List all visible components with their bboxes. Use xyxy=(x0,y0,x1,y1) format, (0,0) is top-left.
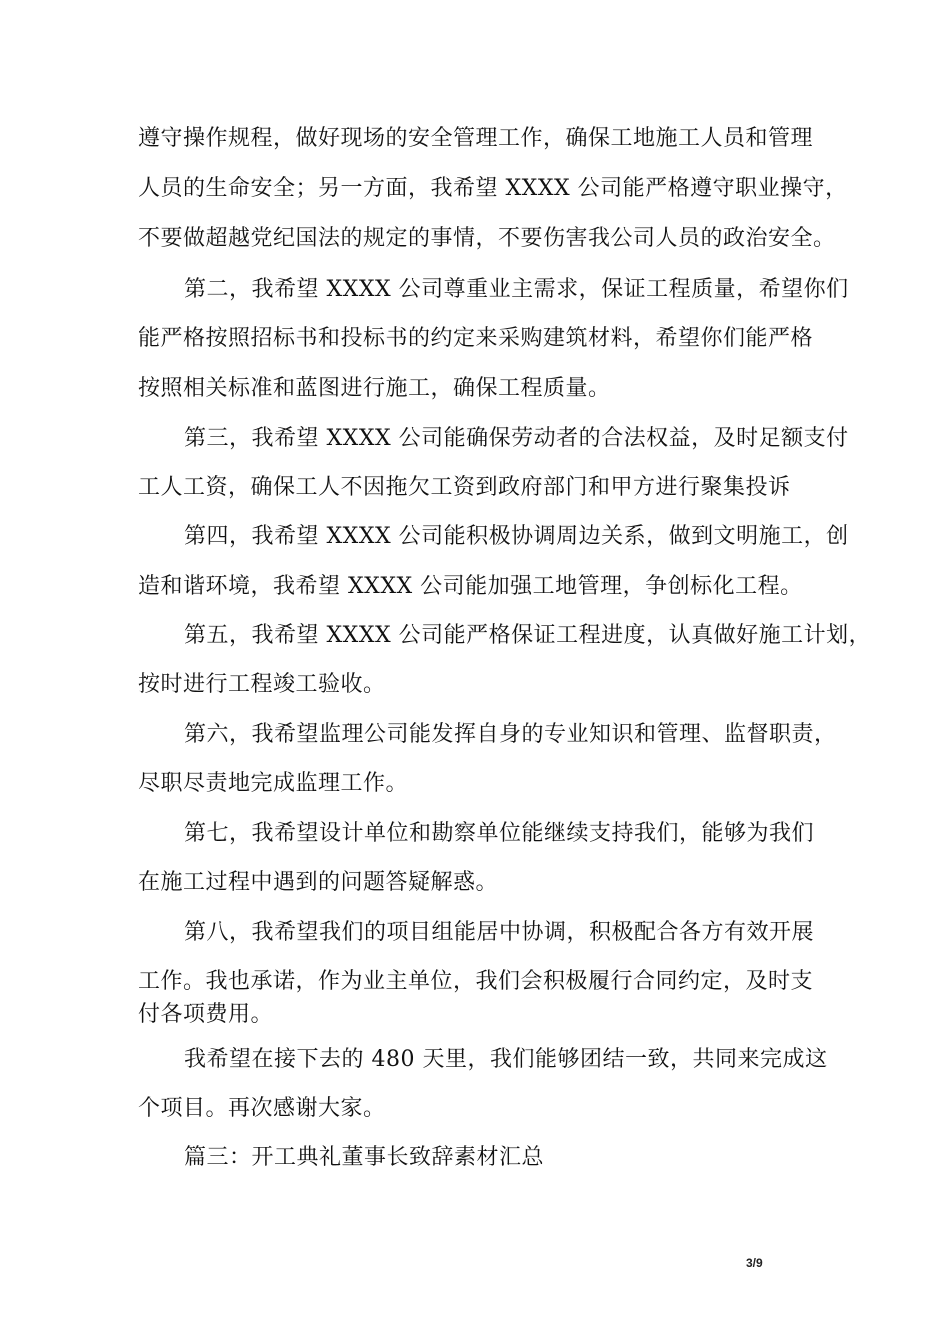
text-line: 按照相关标准和蓝图进行施工，确保工程质量。 xyxy=(138,376,611,401)
text-line: 按时进行工程竣工验收。 xyxy=(138,672,386,697)
text-line: 我希望在接下去的 480 天里，我们能够团结一致，共同来完成这 xyxy=(184,1047,828,1072)
text-line: 尽职尽责地完成监理工作。 xyxy=(138,771,409,796)
page-number: 3/9 xyxy=(746,1256,763,1270)
text-line: 第六，我希望监理公司能发挥自身的专业知识和管理、监督职责， xyxy=(184,722,837,747)
text-line: 第五，我希望 XXXX 公司能严格保证工程进度，认真做好施工计划， xyxy=(184,623,872,648)
section-heading: 篇三：开工典礼董事长致辞素材汇总 xyxy=(184,1145,545,1170)
text-line: 第三，我希望 XXXX 公司能确保劳动者的合法权益，及时足额支付 xyxy=(184,426,849,451)
text-line: 第八，我希望我们的项目组能居中协调，积极配合各方有效开展 xyxy=(184,920,815,945)
text-line: 第四，我希望 XXXX 公司能积极协调周边关系，做到文明施工，创 xyxy=(184,524,849,549)
text-line: 遵守操作规程，做好现场的安全管理工作，确保工地施工人员和管理 xyxy=(138,126,814,151)
text-line: 不要做超越党纪国法的规定的事情，不要伤害我公司人员的政治安全。 xyxy=(138,226,836,251)
text-line: 第七，我希望设计单位和勘察单位能继续支持我们，能够为我们 xyxy=(184,821,815,846)
text-line: 个项目。再次感谢大家。 xyxy=(138,1096,386,1121)
text-line: 造和谐环境，我希望 XXXX 公司能加强工地管理，争创标化工程。 xyxy=(138,574,803,599)
text-line: 能严格按照招标书和投标书的约定来采购建筑材料，希望你们能严格 xyxy=(138,326,814,351)
text-line: 付各项费用。 xyxy=(138,1002,274,1027)
text-line: 人员的生命安全；另一方面，我希望 XXXX 公司能严格遵守职业操守， xyxy=(138,176,848,201)
text-line: 在施工过程中遇到的问题答疑解惑。 xyxy=(138,870,499,895)
text-line: 第二，我希望 XXXX 公司尊重业主需求，保证工程质量，希望你们 xyxy=(184,277,849,302)
text-line: 工作。我也承诺，作为业主单位，我们会积极履行合同约定，及时支 xyxy=(138,969,814,994)
text-line: 工人工资，确保工人不因拖欠工资到政府部门和甲方进行聚集投诉 xyxy=(138,475,791,500)
